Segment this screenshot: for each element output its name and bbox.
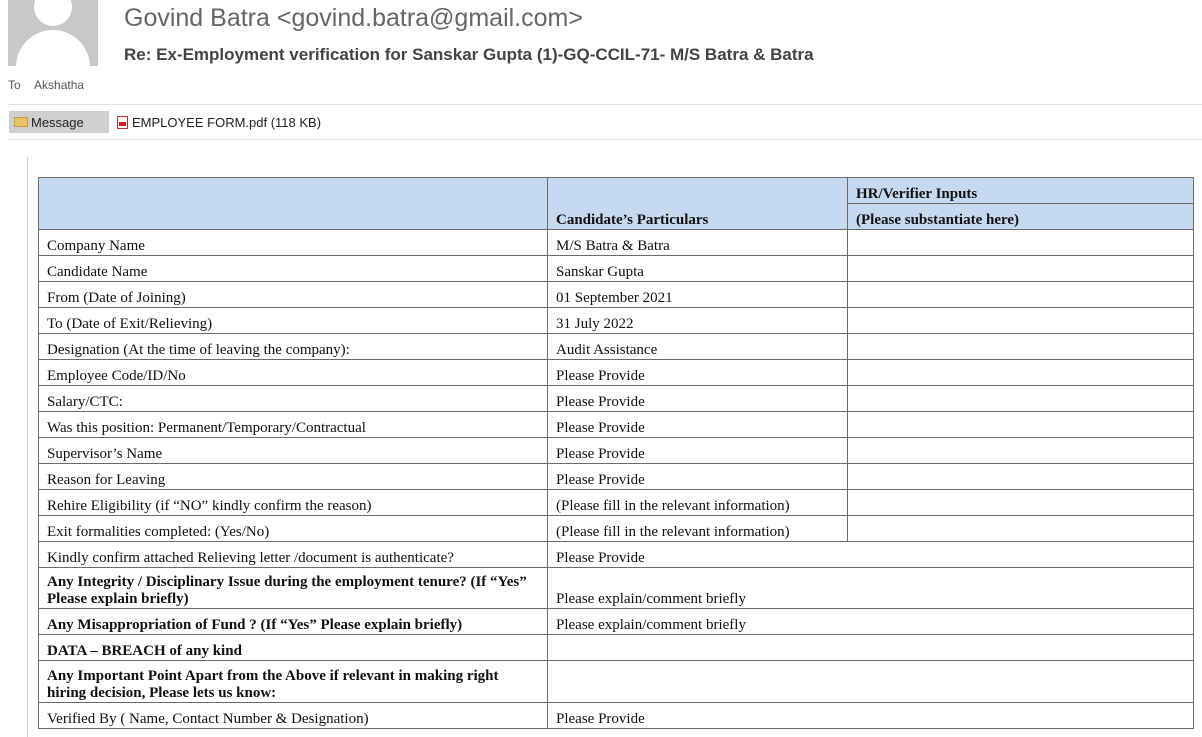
row-label: Designation (At the time of leaving the company): <box>39 334 548 360</box>
table-row <box>39 490 1194 516</box>
row-label: Kindly confirm attached Relieving letter /document is authenticate? <box>39 542 548 568</box>
message-tab[interactable] <box>9 111 109 133</box>
recipient-row <box>8 78 84 92</box>
table-row <box>39 609 1194 635</box>
row-value: Please Provide <box>548 386 848 412</box>
attachment-filename: EMPLOYEE FORM.pdf (118 KB) <box>132 114 322 130</box>
email-subject: Re: Ex-Employment verification for Sanskar Gupta (1)-GQ-CCIL-71- M/S Batra & Batra <box>124 45 814 64</box>
hr-input-cell[interactable] <box>848 490 1194 516</box>
row-label: From (Date of Joining) <box>39 282 548 308</box>
hr-input-cell[interactable] <box>848 464 1194 490</box>
table-row <box>39 386 1194 412</box>
row-value: Sanskar Gupta <box>548 256 848 282</box>
hr-input-cell[interactable] <box>848 230 1194 256</box>
header-divider <box>8 104 1202 105</box>
row-value: Audit Assistance <box>548 334 848 360</box>
table-row <box>39 412 1194 438</box>
row-label: Any Integrity / Disciplinary Issue during the employment tenure? (If “Yes” Please explain briefly) <box>39 568 548 609</box>
quote-indent-line <box>27 157 28 737</box>
table-row <box>39 635 1194 661</box>
row-label: Any Important Point Apart from the Above if relevant in making right hiring decision, Please lets us know: <box>39 661 548 703</box>
hr-input-cell[interactable] <box>848 438 1194 464</box>
table-row <box>39 230 1194 256</box>
table-row <box>39 703 1194 729</box>
avatar-shoulders <box>16 30 90 66</box>
row-label: Employee Code/ID/No <box>39 360 548 386</box>
row-value: 01 September 2021 <box>548 282 848 308</box>
table-row <box>39 516 1194 542</box>
row-value <box>548 635 1194 661</box>
row-label: Any Misappropriation of Fund ? (If “Yes” Please explain briefly) <box>39 609 548 635</box>
message-tab-label: Message <box>31 114 84 130</box>
table-row <box>39 568 1194 609</box>
row-label: Candidate Name <box>39 256 548 282</box>
row-label: Rehire Eligibility (if “NO” kindly confirm the reason) <box>39 490 548 516</box>
avatar-head <box>34 0 72 26</box>
sender-name: Govind Batra <govind.batra@gmail.com> <box>124 4 583 32</box>
header-candidate-particulars: Candidate’s Particulars <box>548 178 848 230</box>
hr-input-cell[interactable] <box>848 516 1194 542</box>
hr-input-cell[interactable] <box>848 282 1194 308</box>
hr-input-cell[interactable] <box>848 256 1194 282</box>
table-row <box>39 542 1194 568</box>
hr-input-cell[interactable] <box>848 360 1194 386</box>
row-label: Reason for Leaving <box>39 464 548 490</box>
attachment-divider <box>8 139 1202 140</box>
row-label: To (Date of Exit/Relieving) <box>39 308 548 334</box>
table-row <box>39 308 1194 334</box>
table-row <box>39 282 1194 308</box>
header-hr-substantiate: (Please substantiate here) <box>848 204 1194 230</box>
row-value: 31 July 2022 <box>548 308 848 334</box>
row-label: Exit formalities completed: (Yes/No) <box>39 516 548 542</box>
hr-input-cell[interactable] <box>848 308 1194 334</box>
table-row <box>39 438 1194 464</box>
envelope-icon <box>14 117 28 127</box>
table-row <box>39 360 1194 386</box>
row-value: (Please fill in the relevant information) <box>548 516 848 542</box>
table-row <box>39 256 1194 282</box>
row-value: Please Provide <box>548 703 1194 729</box>
attachment-bar <box>9 111 321 133</box>
row-value: Please Provide <box>548 412 848 438</box>
recipient-name[interactable]: Akshatha <box>34 78 85 92</box>
employment-verification-table <box>38 177 1194 729</box>
header-hr-inputs: HR/Verifier Inputs <box>848 178 1194 204</box>
hr-input-cell[interactable] <box>848 412 1194 438</box>
pdf-attachment[interactable] <box>117 115 321 130</box>
row-value: (Please fill in the relevant information) <box>548 490 848 516</box>
row-label: Salary/CTC: <box>39 386 548 412</box>
to-label: To <box>8 78 21 92</box>
hr-input-cell[interactable] <box>848 386 1194 412</box>
row-value: Please Provide <box>548 464 848 490</box>
row-label: Was this position: Permanent/Temporary/Contractual <box>39 412 548 438</box>
pdf-icon <box>117 116 128 129</box>
row-label: DATA – BREACH of any kind <box>39 635 548 661</box>
table-row <box>39 464 1194 490</box>
row-value: Please Provide <box>548 542 1194 568</box>
row-label: Supervisor’s Name <box>39 438 548 464</box>
row-label: Company Name <box>39 230 548 256</box>
row-value <box>548 661 1194 703</box>
row-value: Please Provide <box>548 360 848 386</box>
row-value: Please explain/comment briefly <box>548 568 1194 609</box>
row-value: Please explain/comment briefly <box>548 609 1194 635</box>
table-row <box>39 334 1194 360</box>
row-label: Verified By ( Name, Contact Number & Designation) <box>39 703 548 729</box>
row-value: M/S Batra & Batra <box>548 230 848 256</box>
hr-input-cell[interactable] <box>848 334 1194 360</box>
sender-avatar <box>8 0 98 66</box>
header-blank-cell <box>39 178 548 230</box>
row-value: Please Provide <box>548 438 848 464</box>
table-row <box>39 661 1194 703</box>
